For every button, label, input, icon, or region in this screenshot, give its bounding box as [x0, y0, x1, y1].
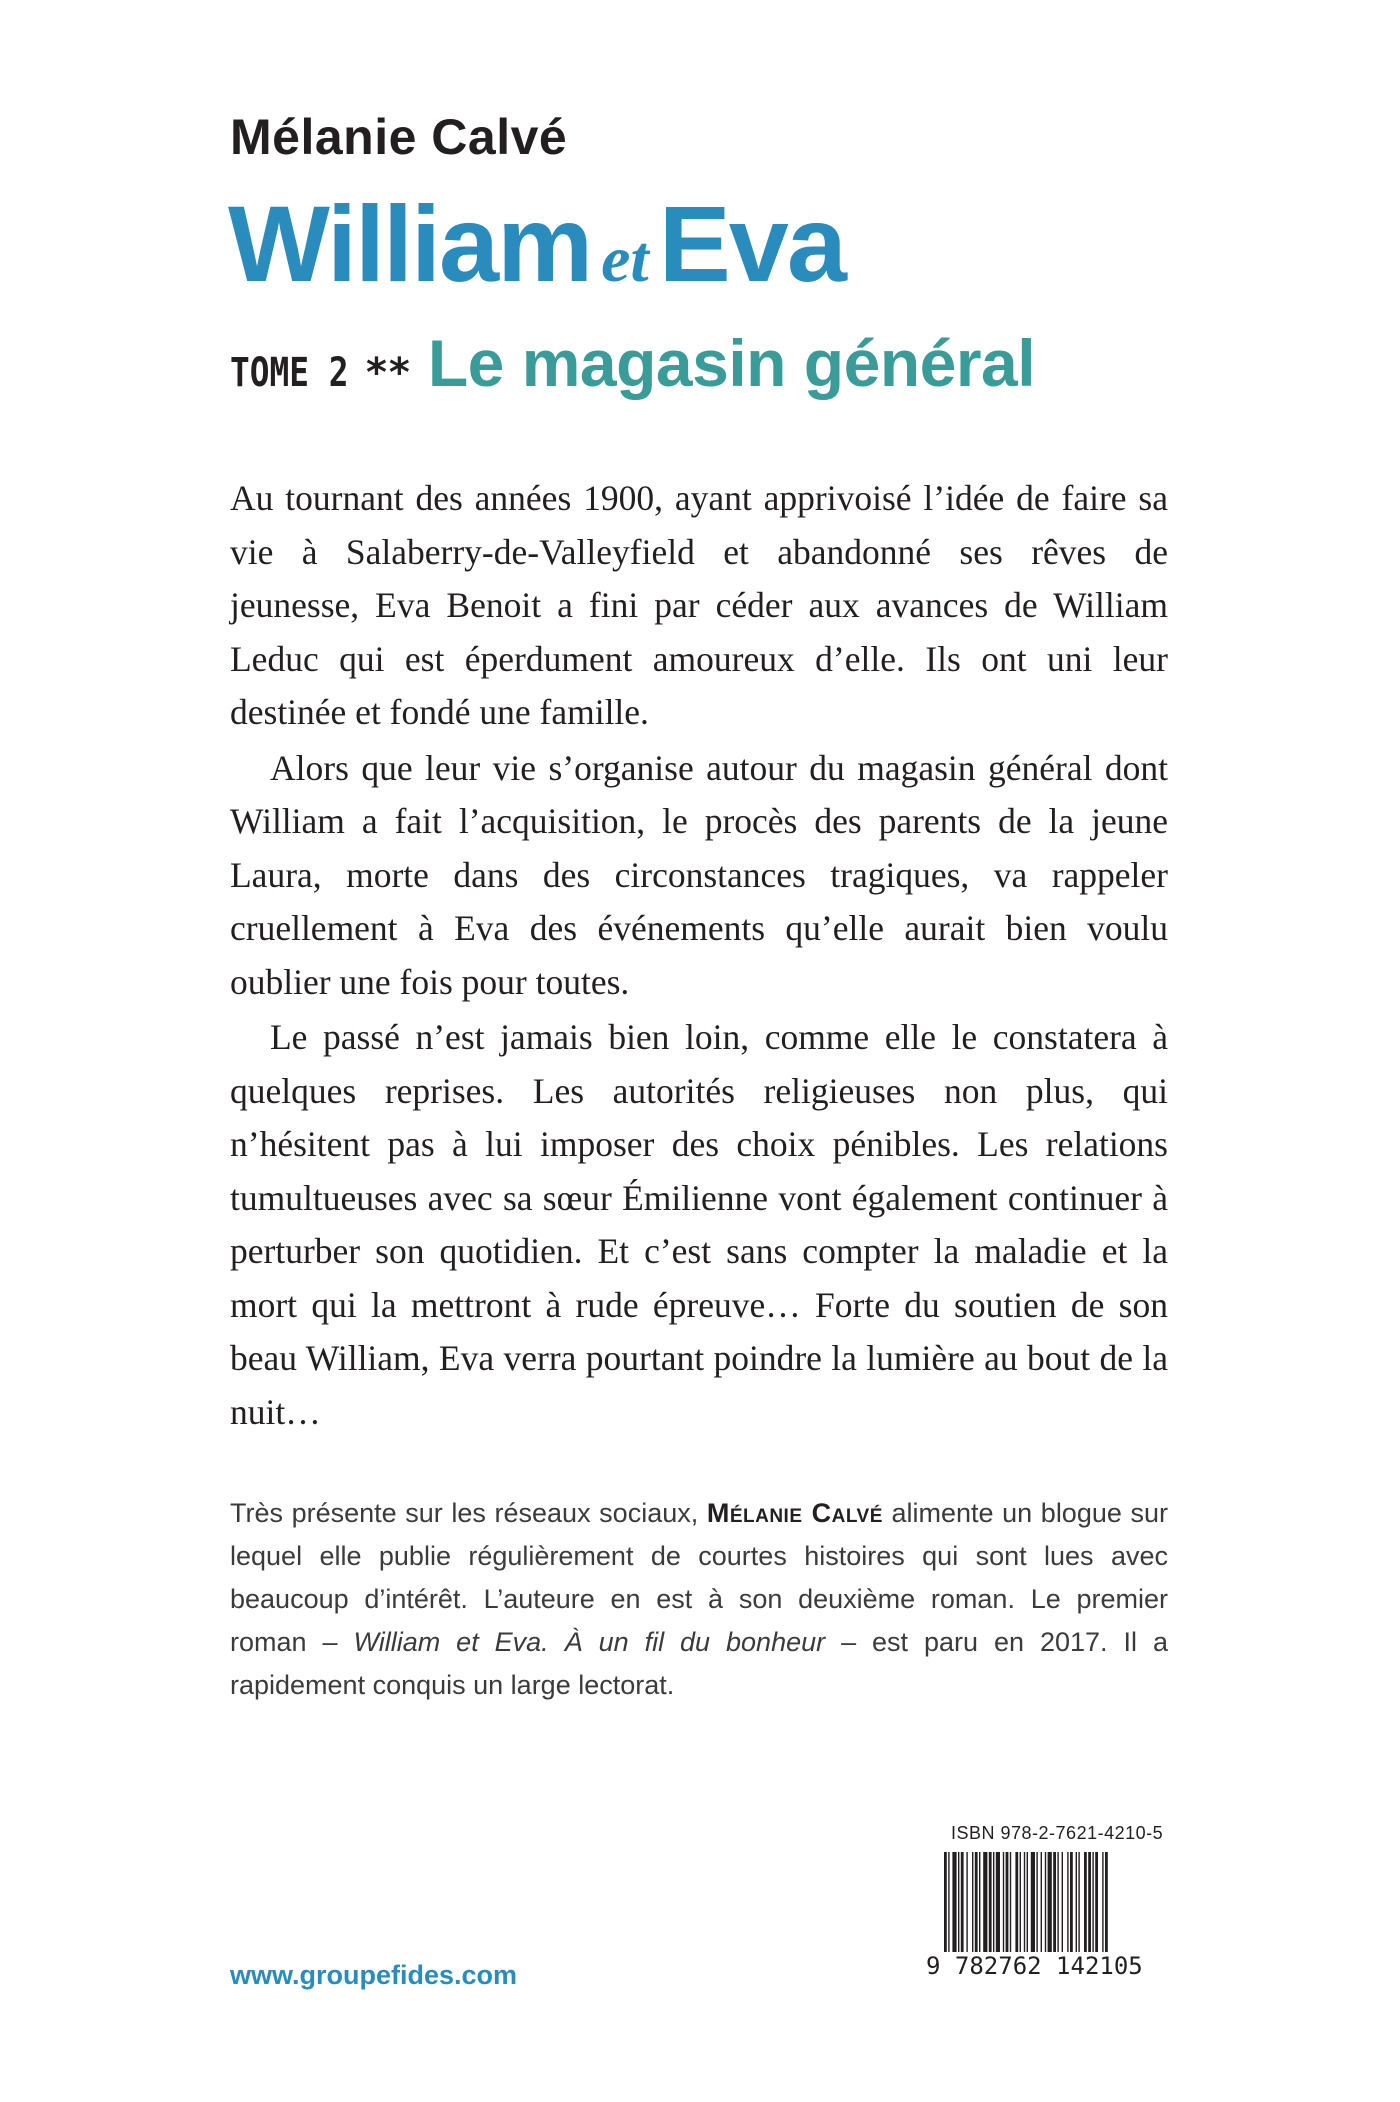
title-william: William [228, 183, 592, 304]
publisher-website: www.groupefides.com [230, 1960, 518, 1990]
title-et: et [601, 223, 649, 296]
book-title [228, 183, 845, 304]
bio-first-novel-title: William et Eva. À un fil du bonheur [353, 1627, 826, 1657]
author-bio-text [230, 1492, 1168, 1707]
barcode-digits: 9 782762 142105 [924, 1952, 1178, 1980]
blurb-paragraph-3: Le passé n’est jamais bien loin, comme elle le constatera à quelques reprises. Les autorités religieuses non plus, qui n’hésitent pas à lui imposer des choix pénibles. Les relations tumultueuses avec sa sœur Émilienne vont également continuer à perturber son quotidien. Et c’est sans compter la maladie et la mort qui la mettront à rude épreuve… Forte du soutien de son beau William, Eva verra pourtant poindre la lumière au bout de la nuit… [230, 1017, 1168, 1432]
book-blurb [230, 472, 1168, 1439]
tome-label: TOME 2 [230, 350, 349, 396]
title-eva: Eva [658, 183, 845, 304]
author-bio [230, 1492, 1168, 1707]
volume-line [230, 325, 1035, 401]
blurb-paragraph-2: Alors que leur vie s’organise autour du magasin général dont William a fait l’acquisition, le procès des parents de la jeune Laura, morte dans des circonstances tragiques, va rappeler cruellement à Eva des événements qu’elle aurait bien voulu oublier une fois pour toutes. [230, 747, 1168, 1002]
bio-part-1: Très présente sur les réseaux sociaux, [230, 1498, 707, 1528]
barcode-icon [944, 1852, 1166, 1960]
bio-author-name: Mélanie Calvé [706, 1498, 883, 1528]
bio-part-2: alimente un blogue sur lequel elle publie régulièrement de courtes histoires qui sont lues avec beaucoup d’intérêt. L’auteure en est à son deuxième roman. Le premier roman – [230, 1498, 1168, 1657]
blurb-paragraph-1: Au tournant des années 1900, ayant apprivoisé l’idée de faire sa vie à Salaberry-de-Valleyfield et abandonné ses rêves de jeunesse, Eva Benoit a fini par céder aux avances de William Leduc qui est éperdument amoureux d’elle. Ils ont uni leur destinée et fondé une famille. [230, 478, 1168, 732]
isbn-label: ISBN 978-2-7621-4210-5 [951, 1823, 1164, 1843]
author-name: Mélanie Calvé [230, 109, 568, 165]
volume-stars: ** [366, 350, 412, 396]
book-subtitle: Le magasin général [427, 326, 1036, 400]
bio-part-3: – est paru en 2017. Il a rapidement conquis un large lectorat. [230, 1627, 1168, 1700]
